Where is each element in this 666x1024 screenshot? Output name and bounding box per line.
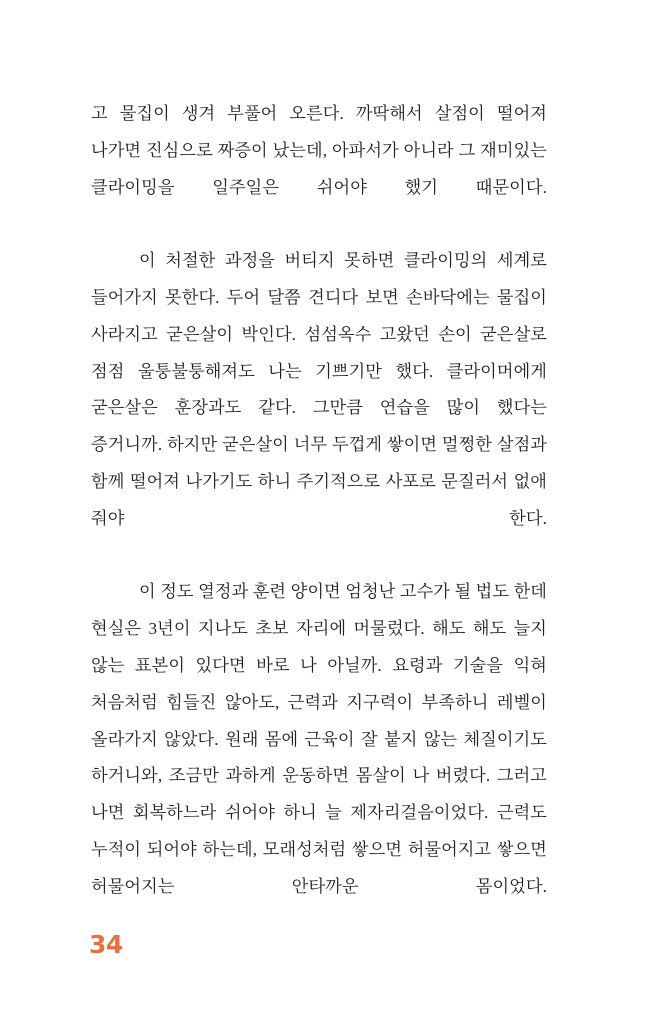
body-paragraph-3: 이 정도 열정과 훈련 양이면 엄청난 고수가 될 법도 한데 현실은 3년이 지나도 초보 자리에 머물렀다. 해도 해도 늘지 않는 표본이 있다면 바로 나 아닐까. 요령과 기술을 익혀 처음처럼 힘들진 않아도, 근력과 지구력이 부족하니 레벨이 올라가지 않았다. 원래 몸에 근육이 잘 붙지 않는 체질이기도 하거니와, 조금만 과하게 운동하면 몸살이 나 버렸다. 그러고 나면 회복하느라 쉬어야 하니 늘 제자리걸음이었다. 근력도 누적이 되어야 하는데, 모래성처럼 쌓으면 허물어지고 쌓으면 허물어지는 안타까운 몸이었다.	[91, 582, 547, 896]
page-number: 34	[89, 930, 123, 959]
page-text-column	[91, 96, 547, 942]
body-paragraph-1: 고 물집이 생겨 부풀어 오른다. 까딱해서 살점이 떨어져 나가면 진심으로 짜증이 났는데, 아파서가 아니라 그 재미있는 클라이밍을 일주일은 쉬어야 했기 때문이다.	[91, 104, 547, 197]
body-paragraph-2: 이 처절한 과정을 버티지 못하면 클라이밍의 세계로 들어가지 못한다. 두어 달쯤 견디다 보면 손바닥에는 물집이 사라지고 굳은살이 박인다. 섬섬옥수 고왔던 손이 굳은살로 점점 울퉁불퉁해져도 나는 기쁘기만 했다. 클라이머에게 굳은살은 훈장과도 같다. 그만큼 연습을 많이 했다는 증거니까. 하지만 굳은살이 너무 두껍게 쌓이면 멀쩡한 살점과 함께 떨어져 나가기도 하니 주기적으로 사포로 문질러서 없애 줘야 한다.	[91, 251, 547, 528]
